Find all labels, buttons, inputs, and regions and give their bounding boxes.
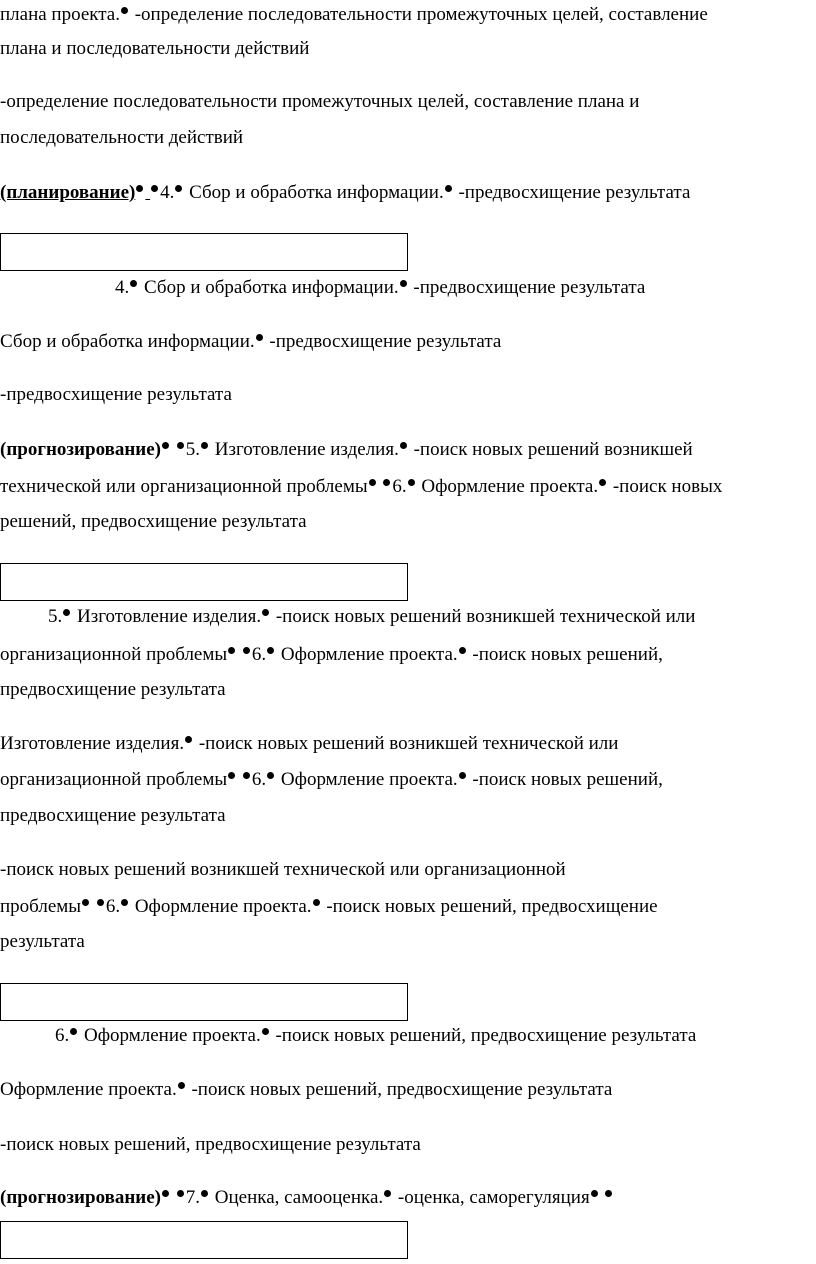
text-run: 6. [55, 1025, 70, 1046]
bullet-icon [445, 185, 452, 192]
bullet-icon [605, 1190, 612, 1197]
text-run: -предвосхищение результата [264, 331, 502, 352]
text-line [0, 644, 663, 666]
bullet-icon [243, 772, 250, 779]
empty-frame [0, 563, 408, 601]
text-run: Оценка, самооценка. [210, 1187, 384, 1208]
text-run: 6. [251, 769, 267, 790]
text-run: Сбор и обработка информации. [184, 182, 444, 203]
text-run: 6. [251, 644, 267, 665]
text-run: 6. [392, 476, 407, 497]
bullet-icon [201, 442, 208, 449]
text-run: предвосхищение результата [0, 679, 226, 700]
bullet-icon [591, 1190, 598, 1197]
text-run: -предвосхищение результата [453, 182, 691, 203]
bullet-icon [175, 185, 182, 192]
text-run [145, 182, 150, 203]
bullet-icon [267, 647, 274, 654]
bullet-icon [400, 442, 407, 449]
text-line [0, 38, 309, 60]
text-run: Оформление проекта. [276, 769, 458, 790]
bullet-icon [136, 185, 143, 192]
bullet-icon [408, 479, 415, 486]
text-run: 7. [185, 1187, 201, 1208]
text-line [0, 859, 566, 881]
text-run: -предвосхищение результата [0, 384, 232, 405]
text-line [0, 1079, 612, 1101]
text-line [0, 1187, 614, 1209]
bullet-icon [267, 772, 274, 779]
bullet-icon [63, 609, 70, 616]
bullet-icon [459, 772, 466, 779]
text-run: 6. [105, 896, 121, 917]
text-run: (прогнозирование) [0, 439, 162, 460]
text-line [0, 1134, 421, 1156]
bullet-icon [369, 479, 376, 486]
text-line [0, 769, 663, 791]
bullet-icon [243, 647, 250, 654]
text-line [48, 606, 695, 628]
bullet-icon [400, 280, 407, 287]
empty-frame [0, 983, 408, 1021]
text-run: результата [0, 931, 85, 952]
bullet-icon [262, 1028, 269, 1035]
text-run: -определение последовательности промежуточных целей, составление плана и [0, 91, 640, 112]
bullet-icon [121, 7, 128, 14]
text-run [600, 1187, 605, 1208]
text-run: -поиск новых решений возникшей технической или [194, 733, 619, 754]
text-line [115, 277, 645, 299]
text-run [171, 1187, 176, 1208]
bullet-icon [178, 1082, 185, 1089]
bullet-icon [130, 280, 137, 287]
text-run: -предвосхищение результата [408, 277, 646, 298]
bullet-icon [313, 899, 320, 906]
text-run: Оформление проекта. [0, 1079, 177, 1100]
text-run: 4. [115, 277, 130, 298]
text-run: Сбор и обработка информации. [0, 331, 255, 352]
text-line [0, 4, 708, 26]
bullet-icon [599, 479, 606, 486]
text-line [0, 511, 307, 533]
bullet-icon [262, 609, 269, 616]
text-line [0, 182, 690, 204]
text-line [0, 931, 85, 953]
text-run: решений, предвосхищение результата [0, 511, 307, 532]
text-line [0, 476, 722, 498]
text-run: -поиск новых решений, [467, 644, 663, 665]
text-run: (прогнозирование) [0, 1187, 162, 1208]
text-run: (планирование) [0, 182, 136, 203]
text-run: Оформление проекта. [276, 644, 458, 665]
text-run [237, 769, 242, 790]
text-run: проблемы [0, 896, 82, 917]
text-line [0, 331, 501, 353]
text-run [91, 896, 96, 917]
text-run: -поиск новых решений, предвосхищение результата [0, 1134, 421, 1155]
bullet-icon [121, 899, 128, 906]
text-run: -поиск новых решений возникшей [408, 439, 693, 460]
text-run: Оформление проекта. [130, 896, 312, 917]
bullet-icon [70, 1028, 77, 1035]
text-run [171, 439, 176, 460]
bullet-icon [256, 334, 263, 341]
bullet-icon [151, 185, 158, 192]
text-line [0, 679, 226, 701]
text-run: организационной проблемы [0, 769, 228, 790]
text-run: -поиск новых [608, 476, 723, 497]
text-run: Сбор и обработка информации. [139, 277, 399, 298]
bullet-icon [162, 1190, 169, 1197]
bullet-icon [228, 772, 235, 779]
text-run: -поиск новых решений, предвосхищение результата [270, 1025, 697, 1046]
bullet-icon [459, 647, 466, 654]
text-run: Изготовление изделия. [0, 733, 185, 754]
empty-frame [0, 233, 408, 271]
text-line [0, 805, 226, 827]
text-line [0, 896, 658, 918]
text-run: предвосхищение результата [0, 805, 226, 826]
bullet-icon [177, 442, 184, 449]
text-run: -поиск новых решений возникшей технической или [271, 606, 696, 627]
bullet-icon [384, 1190, 391, 1197]
text-run [237, 644, 242, 665]
text-run: Изготовление изделия. [210, 439, 399, 460]
bullet-icon [201, 1190, 208, 1197]
text-run: Изготовление изделия. [72, 606, 262, 627]
bullet-icon [228, 647, 235, 654]
bullet-icon [97, 899, 104, 906]
bullet-icon [185, 736, 192, 743]
text-run: -поиск новых решений, предвосхищение результата [186, 1079, 613, 1100]
text-line [0, 384, 232, 406]
text-run: 5. [48, 606, 63, 627]
text-run: 5. [185, 439, 201, 460]
text-line [55, 1025, 696, 1047]
text-line [0, 91, 639, 113]
text-line [0, 127, 243, 149]
text-run: технической или организационной проблемы [0, 476, 368, 497]
text-run: -оценка, саморегуляция [393, 1187, 590, 1208]
text-run: Оформление проекта. [79, 1025, 261, 1046]
text-run: 4. [160, 182, 175, 203]
text-line [0, 439, 693, 461]
bullet-icon [383, 479, 390, 486]
text-run: плана проекта. [0, 4, 120, 25]
text-run: -поиск новых решений возникшей технической или организационной [0, 859, 566, 880]
bullet-icon [82, 899, 89, 906]
text-run: -поиск новых решений, [467, 769, 663, 790]
text-run: Оформление проекта. [416, 476, 599, 497]
text-run: организационной проблемы [0, 644, 228, 665]
text-run [378, 476, 383, 497]
text-run: последовательности действий [0, 127, 244, 148]
text-run: плана и последовательности действий [0, 38, 310, 59]
text-run: -поиск новых решений, предвосхищение [321, 896, 658, 917]
bullet-icon [177, 1190, 184, 1197]
bullet-icon [162, 442, 169, 449]
text-run: -определение последовательности промежуточных целей, составление [129, 4, 708, 25]
empty-frame [0, 1221, 408, 1259]
text-line [0, 733, 618, 755]
